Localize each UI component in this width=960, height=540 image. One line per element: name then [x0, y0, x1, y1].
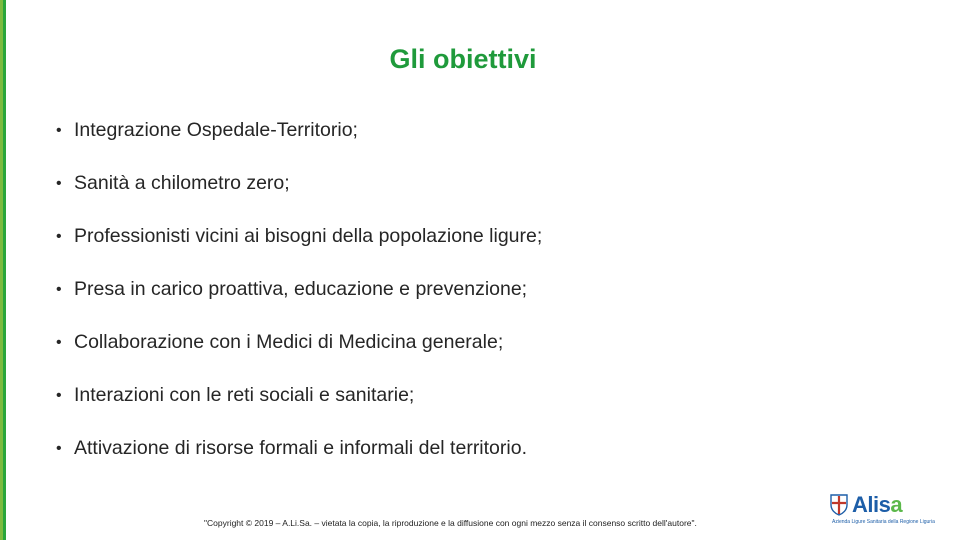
copyright-notice: "Copyright © 2019 – A.Li.Sa. – vietata la copia, la riproduzione e la diffusione con ogni mezzo senza il consenso scritto dell'autore".: [204, 518, 697, 528]
bullet-icon: •: [56, 386, 62, 404]
list-item: [56, 316, 542, 369]
list-item: [56, 369, 542, 422]
objectives-list: [56, 104, 542, 475]
list-item: [56, 157, 542, 210]
bullet-icon: •: [56, 280, 62, 298]
shield-icon: [830, 494, 848, 516]
logo-subtitle: Azienda Ligure Sanitaria della Regione Liguria: [832, 519, 935, 525]
list-item-text: Integrazione Ospedale-Territorio;: [74, 119, 358, 141]
list-item-text: Professionisti vicini ai bisogni della popolazione ligure;: [74, 225, 543, 247]
list-item-text: Attivazione di risorse formali e informali del territorio.: [74, 437, 527, 459]
bullet-icon: •: [56, 227, 62, 245]
bullet-icon: •: [56, 121, 62, 139]
list-item: [56, 104, 542, 157]
list-item-text: Interazioni con le reti sociali e sanitarie;: [74, 384, 415, 406]
bullet-icon: •: [56, 333, 62, 351]
slide-title: Gli obiettivi: [389, 44, 537, 74]
bullet-icon: •: [56, 174, 62, 192]
logo-wordmark: [852, 492, 902, 518]
logo-row: [830, 492, 926, 518]
bullet-icon: •: [56, 439, 62, 457]
logo-word-main: Alis: [852, 492, 891, 517]
list-item-text: Sanità a chilometro zero;: [74, 172, 290, 194]
list-item: [56, 210, 542, 263]
logo-word-accent: a: [890, 492, 903, 517]
list-item: [56, 263, 542, 316]
left-accent-stripe: [0, 0, 6, 540]
list-item-text: Collaborazione con i Medici di Medicina generale;: [74, 331, 504, 353]
alisa-logo: [830, 492, 935, 530]
list-item-text: Presa in carico proattiva, educazione e prevenzione;: [74, 278, 528, 300]
list-item: [56, 422, 542, 475]
